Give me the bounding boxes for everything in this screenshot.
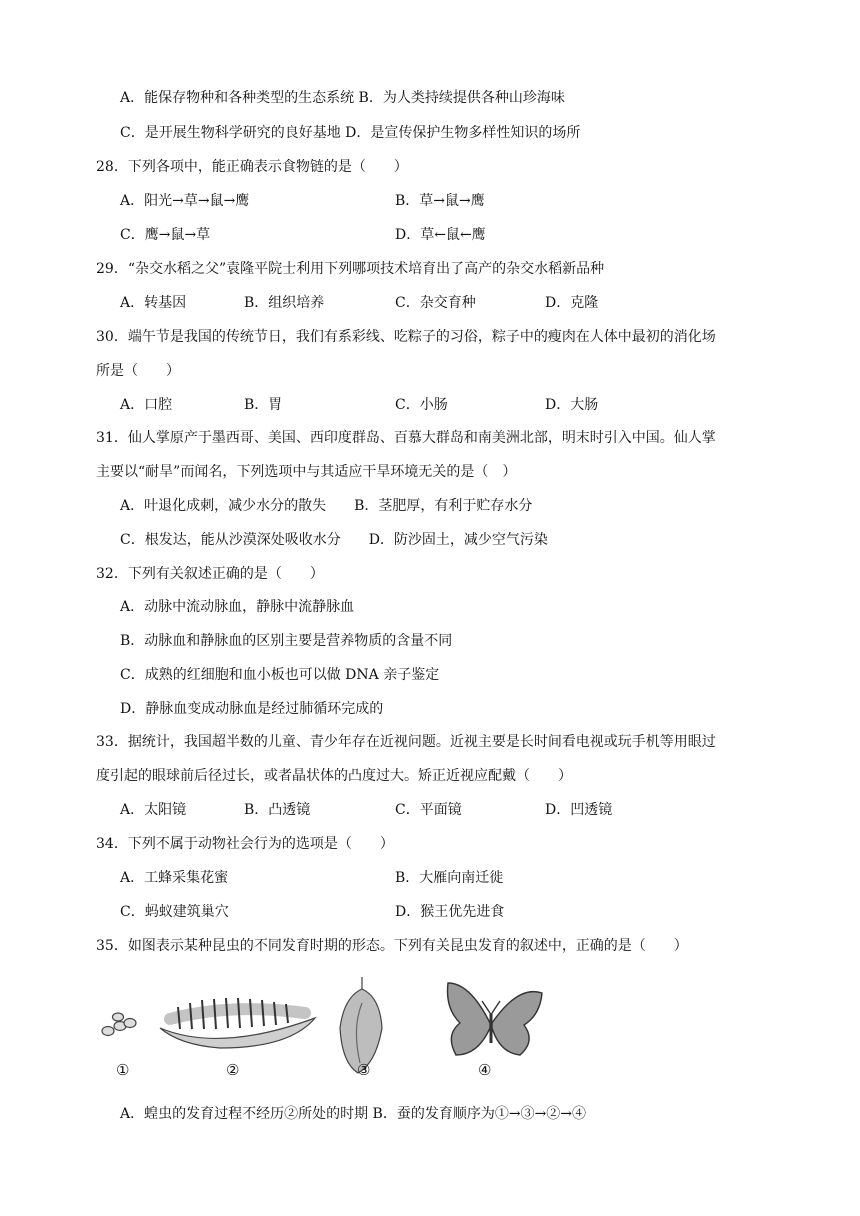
larva-illustration bbox=[160, 998, 315, 1048]
q33-stem-line1: 33．据统计，我国超半数的儿童、青少年存在近视问题。近视主要是长时间看电视或玩手机等用眼过 bbox=[96, 734, 716, 750]
q28-option-c: C．鹰→鼠→草 bbox=[120, 227, 211, 243]
q31-options-ab: A．叶退化成刺，减少水分的散失 B．茎肥厚，有利于贮存水分 bbox=[120, 498, 533, 514]
q34-option-d: D．猴王优先进食 bbox=[395, 904, 505, 920]
q31-options-cd: C．根发达，能从沙漠深处吸收水分 D．防沙固土，减少空气污染 bbox=[120, 532, 548, 548]
q30-option-d: D．大肠 bbox=[545, 397, 599, 413]
q30-option-a: A．口腔 bbox=[120, 397, 173, 413]
q34-stem: 34．下列不属于动物社会行为的选项是（ ） bbox=[96, 836, 394, 852]
pupa-illustration bbox=[340, 977, 382, 1073]
q28-stem: 28．下列各项中，能正确表示食物链的是（ ） bbox=[96, 159, 408, 175]
q33-option-c: C．平面镜 bbox=[395, 802, 462, 818]
q31-stem-line1: 31．仙人掌原产于墨西哥、美国、西印度群岛、百慕大群岛和南美洲北部，明末时引入中国。仙人掌 bbox=[96, 430, 716, 446]
q30-stem-line1: 30．端午节是我国的传统节日，我们有系彩线、吃粽子的习俗，粽子中的瘦肉在人体中最初的消化场 bbox=[96, 329, 716, 345]
q35-options-ab: A．蝗虫的发育过程不经历②所处的时期 B．蚕的发育顺序为①→③→②→④ bbox=[120, 1106, 587, 1122]
q28-option-a: A．阳光→草→鼠→鹰 bbox=[120, 193, 250, 209]
q32-stem: 32．下列有关叙述正确的是（ ） bbox=[96, 566, 324, 582]
eggs-illustration bbox=[102, 1013, 136, 1036]
q27-options-ab: A．能保存物种和各种类型的生态系统 B．为人类持续提供各种山珍海味 bbox=[120, 90, 565, 106]
q35-stem: 35．如图表示某种昆虫的不同发育时期的形态。下列有关昆虫发育的叙述中，正确的是（ ） bbox=[96, 938, 688, 954]
q30-option-b: B．胃 bbox=[244, 397, 283, 413]
q33-option-b: B．凸透镜 bbox=[244, 802, 311, 818]
q32-option-d: D．静脉血变成动脉血是经过肺循环完成的 bbox=[120, 701, 384, 717]
q29-option-a: A．转基因 bbox=[120, 295, 187, 311]
q33-stem-line2: 度引起的眼球前后径过长，或者晶状体的凸度过大。矫正近视应配戴（ ） bbox=[96, 768, 572, 784]
q30-option-c: C．小肠 bbox=[395, 397, 448, 413]
q29-option-d: D．克隆 bbox=[545, 295, 599, 311]
q28-option-d: D．草←鼠←鹰 bbox=[395, 227, 486, 243]
q30-stem-line2: 所是（ ） bbox=[96, 363, 180, 379]
q34-option-c: C．蚂蚁建筑巢穴 bbox=[120, 904, 229, 920]
figure-label-3: ③ bbox=[357, 1061, 371, 1079]
q33-option-a: A．太阳镜 bbox=[120, 802, 187, 818]
butterfly-illustration bbox=[448, 983, 543, 1055]
q29-option-b: B．组织培养 bbox=[244, 295, 325, 311]
q32-option-b: B．动脉血和静脉血的区别主要是营养物质的含量不同 bbox=[120, 633, 453, 649]
q34-option-a: A．工蜂采集花蜜 bbox=[120, 870, 229, 886]
q33-option-d: D．凹透镜 bbox=[545, 802, 613, 818]
q34-option-b: B．大雁向南迁徙 bbox=[395, 870, 504, 886]
q29-stem: 29．“杂交水稻之父”袁隆平院士利用下列哪项技术培育出了高产的杂交水稻新品种 bbox=[96, 261, 605, 277]
q31-stem-line2: 主要以“耐旱”而闻名，下列选项中与其适应干旱环境无关的是（ ） bbox=[96, 464, 517, 480]
q28-option-b: B．草→鼠→鹰 bbox=[395, 193, 485, 209]
q32-option-c: C．成熟的红细胞和血小板也可以做 DNA 亲子鉴定 bbox=[120, 667, 440, 683]
figure-label-1: ① bbox=[116, 1061, 130, 1079]
figure-label-4: ④ bbox=[478, 1061, 492, 1079]
figure-label-2: ② bbox=[226, 1061, 240, 1079]
q27-options-cd: C．是开展生物科学研究的良好基地 D．是宣传保护生物多样性知识的场所 bbox=[120, 125, 581, 141]
q29-option-c: C．杂交育种 bbox=[395, 295, 476, 311]
q32-option-a: A．动脉中流动脉血，静脉中流静脉血 bbox=[120, 599, 355, 615]
